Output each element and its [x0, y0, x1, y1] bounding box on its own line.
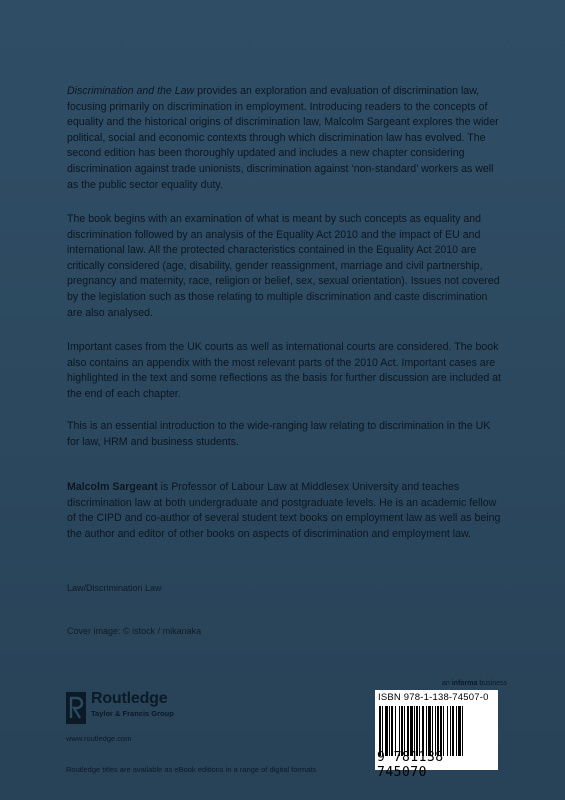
informa-business-label — [442, 680, 507, 687]
blurb-paragraph-3: Important cases from the UK courts as well as international courts are considered. The book also contains an appendix with the most relevant parts of the 2010 Act. Important cases are highlighted in the text and some reflections as the basis for further discussion are included at the end of each chapter. — [67, 341, 502, 400]
publisher-name: Routledge — [91, 690, 168, 707]
ebook-note: Routledge titles are available as eBook editions in a range of digital formats — [66, 765, 317, 774]
informa-prefix: an — [442, 680, 452, 687]
book-title-inline: Discrimination and the Law — [67, 85, 195, 97]
isbn-label: ISBN 978-1-138-74507-0 — [378, 692, 489, 703]
publisher-group: Taylor & Francis Group — [91, 709, 174, 718]
author-name: Malcolm Sargeant — [67, 481, 158, 493]
cover-image-credit: Cover image: © istock / mikanaka — [67, 626, 202, 636]
barcode-icon — [379, 706, 494, 756]
routledge-r-icon — [66, 692, 86, 724]
author-bio — [67, 480, 501, 542]
publisher-url: www.routledge.com — [66, 734, 132, 743]
barcode-digits: 9 781138 745070 — [377, 750, 444, 780]
subject-category: Law/Discrimination Law — [67, 583, 162, 593]
blurb-paragraph-2: The book begins with an examination of what is meant by such concepts as equality and discrimination followed by an analysis of the Equality Act 2010 and the impact of EU and international law. All the protected characteristics contained in the Equality Act 2010 are critically considered (age, disability, gender reassignment, marriage and civil partnership, pregnancy and maternity, race, religion or belief, sex, sexual orientation). Issues not covered by the legislation such as those relating to multiple discrimination and caste discrimination are also analysed. — [67, 213, 500, 319]
blurb-paragraph-1-text: provides an exploration and evaluation of discrimination law, focusing primarily on discrimination in employment. Introducing readers to the concepts of equality and the historical origins of discrimination law, Malcolm Sargeant explores the wider political, social and economic contexts through which discrimination law has evolved. The second edition has been thoroughly updated and includes a new chapter considering discrimination against trade unionists, discrimination against ‘non-standard’ workers as well as the public sector equality duty. — [67, 85, 499, 191]
informa-word: informa — [451, 680, 478, 687]
blurb-paragraph-1 — [67, 84, 501, 193]
blurb-paragraph-4: This is an essential introduction to the wide-ranging law relating to discrimination in the UK for law, HRM and business students. — [67, 420, 491, 448]
routledge-logo — [66, 690, 206, 730]
author-bio-text: is Professor of Labour Law at Middlesex University and teaches discrimination law at both undergraduate and postgraduate levels. He is an academic fellow of the CIPD and co-author of several student text books on employment law as well as being the author and editor of other books on aspects of discrimination and employment law. — [67, 481, 501, 540]
informa-suffix: business — [477, 680, 507, 687]
barcode-panel — [375, 690, 498, 780]
